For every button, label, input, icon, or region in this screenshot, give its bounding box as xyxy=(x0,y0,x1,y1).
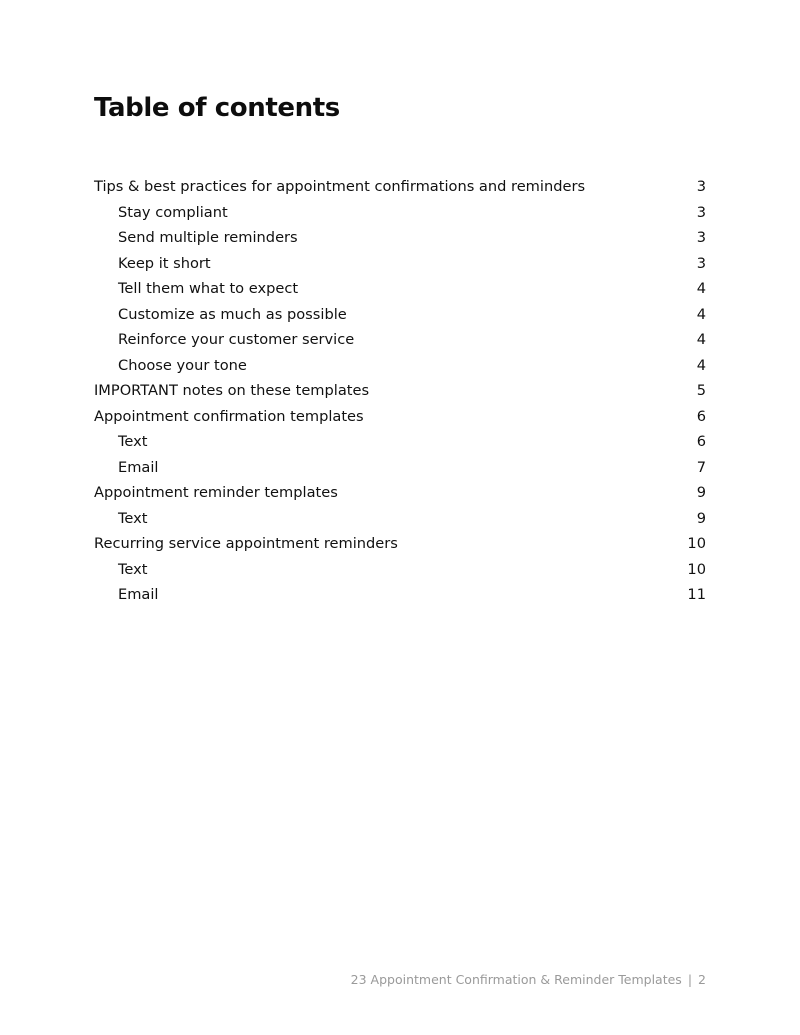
toc-subsection-entry[interactable] xyxy=(94,429,706,455)
toc-subsection-entry[interactable] xyxy=(94,557,706,583)
toc-entry-label[interactable]: Stay compliant xyxy=(118,203,228,221)
toc-entry-page-number: 10 xyxy=(687,560,706,578)
toc-section-entry[interactable] xyxy=(94,531,706,557)
toc-subsection-entry[interactable] xyxy=(94,251,706,277)
toc-entry-label[interactable]: Reinforce your customer service xyxy=(118,331,355,349)
toc-section-entry[interactable] xyxy=(94,378,706,404)
toc-entry-page-number: 4 xyxy=(696,280,706,298)
toc-entry-page-number: 10 xyxy=(687,535,706,553)
toc-section-entry[interactable] xyxy=(94,404,706,430)
toc-subsection-entry[interactable] xyxy=(94,276,706,302)
page-title: Table of contents xyxy=(94,93,340,123)
toc-subsection-entry[interactable] xyxy=(94,582,706,608)
toc-entry-label[interactable]: Email xyxy=(118,586,159,604)
toc-entry-label[interactable]: Text xyxy=(118,509,148,527)
toc-entry-page-number: 4 xyxy=(696,356,706,374)
toc-entry-label[interactable]: Tell them what to expect xyxy=(118,280,299,298)
toc-entry-page-number: 3 xyxy=(696,203,706,221)
footer-separator: | xyxy=(687,972,693,987)
toc-entry-label[interactable]: Customize as much as possible xyxy=(118,305,347,323)
toc-subsection-entry[interactable] xyxy=(94,327,706,353)
page-footer xyxy=(351,972,706,987)
toc-entry-page-number: 9 xyxy=(696,484,706,502)
toc-entry-label[interactable]: Tips & best practices for appointment confirmations and reminders xyxy=(94,178,586,196)
toc-entry-page-number: 3 xyxy=(696,254,706,272)
toc-section-entry[interactable] xyxy=(94,480,706,506)
toc-entry-label[interactable]: Text xyxy=(118,560,148,578)
toc-entry-page-number: 3 xyxy=(696,229,706,247)
toc-entry-label[interactable]: Send multiple reminders xyxy=(118,229,298,247)
toc-subsection-entry[interactable] xyxy=(94,225,706,251)
toc-entry-page-number: 3 xyxy=(696,178,706,196)
table-of-contents xyxy=(94,174,706,608)
toc-entry-label[interactable]: Appointment confirmation templates xyxy=(94,407,364,425)
toc-entry-label[interactable]: Email xyxy=(118,458,159,476)
toc-section-entry[interactable] xyxy=(94,174,706,200)
toc-entry-page-number: 7 xyxy=(696,458,706,476)
toc-entry-label[interactable]: Keep it short xyxy=(118,254,211,272)
toc-subsection-entry[interactable] xyxy=(94,506,706,532)
footer-document-name: 23 Appointment Confirmation & Reminder Templates xyxy=(350,972,682,987)
toc-entry-page-number: 4 xyxy=(696,331,706,349)
toc-entry-page-number: 4 xyxy=(696,305,706,323)
toc-entry-label[interactable]: Choose your tone xyxy=(118,356,247,374)
toc-entry-label[interactable]: Appointment reminder templates xyxy=(94,484,338,502)
toc-entry-page-number: 5 xyxy=(696,382,706,400)
toc-entry-label[interactable]: IMPORTANT notes on these templates xyxy=(94,382,370,400)
toc-entry-page-number: 6 xyxy=(696,407,706,425)
toc-entry-label[interactable]: Text xyxy=(118,433,148,451)
toc-entry-page-number: 6 xyxy=(696,433,706,451)
toc-entry-label[interactable]: Recurring service appointment reminders xyxy=(94,535,398,553)
toc-subsection-entry[interactable] xyxy=(94,455,706,481)
toc-entry-page-number: 9 xyxy=(696,509,706,527)
toc-subsection-entry[interactable] xyxy=(94,302,706,328)
toc-subsection-entry[interactable] xyxy=(94,200,706,226)
toc-entry-page-number: 11 xyxy=(687,586,706,604)
toc-subsection-entry[interactable] xyxy=(94,353,706,379)
footer-page-number: 2 xyxy=(698,972,706,987)
